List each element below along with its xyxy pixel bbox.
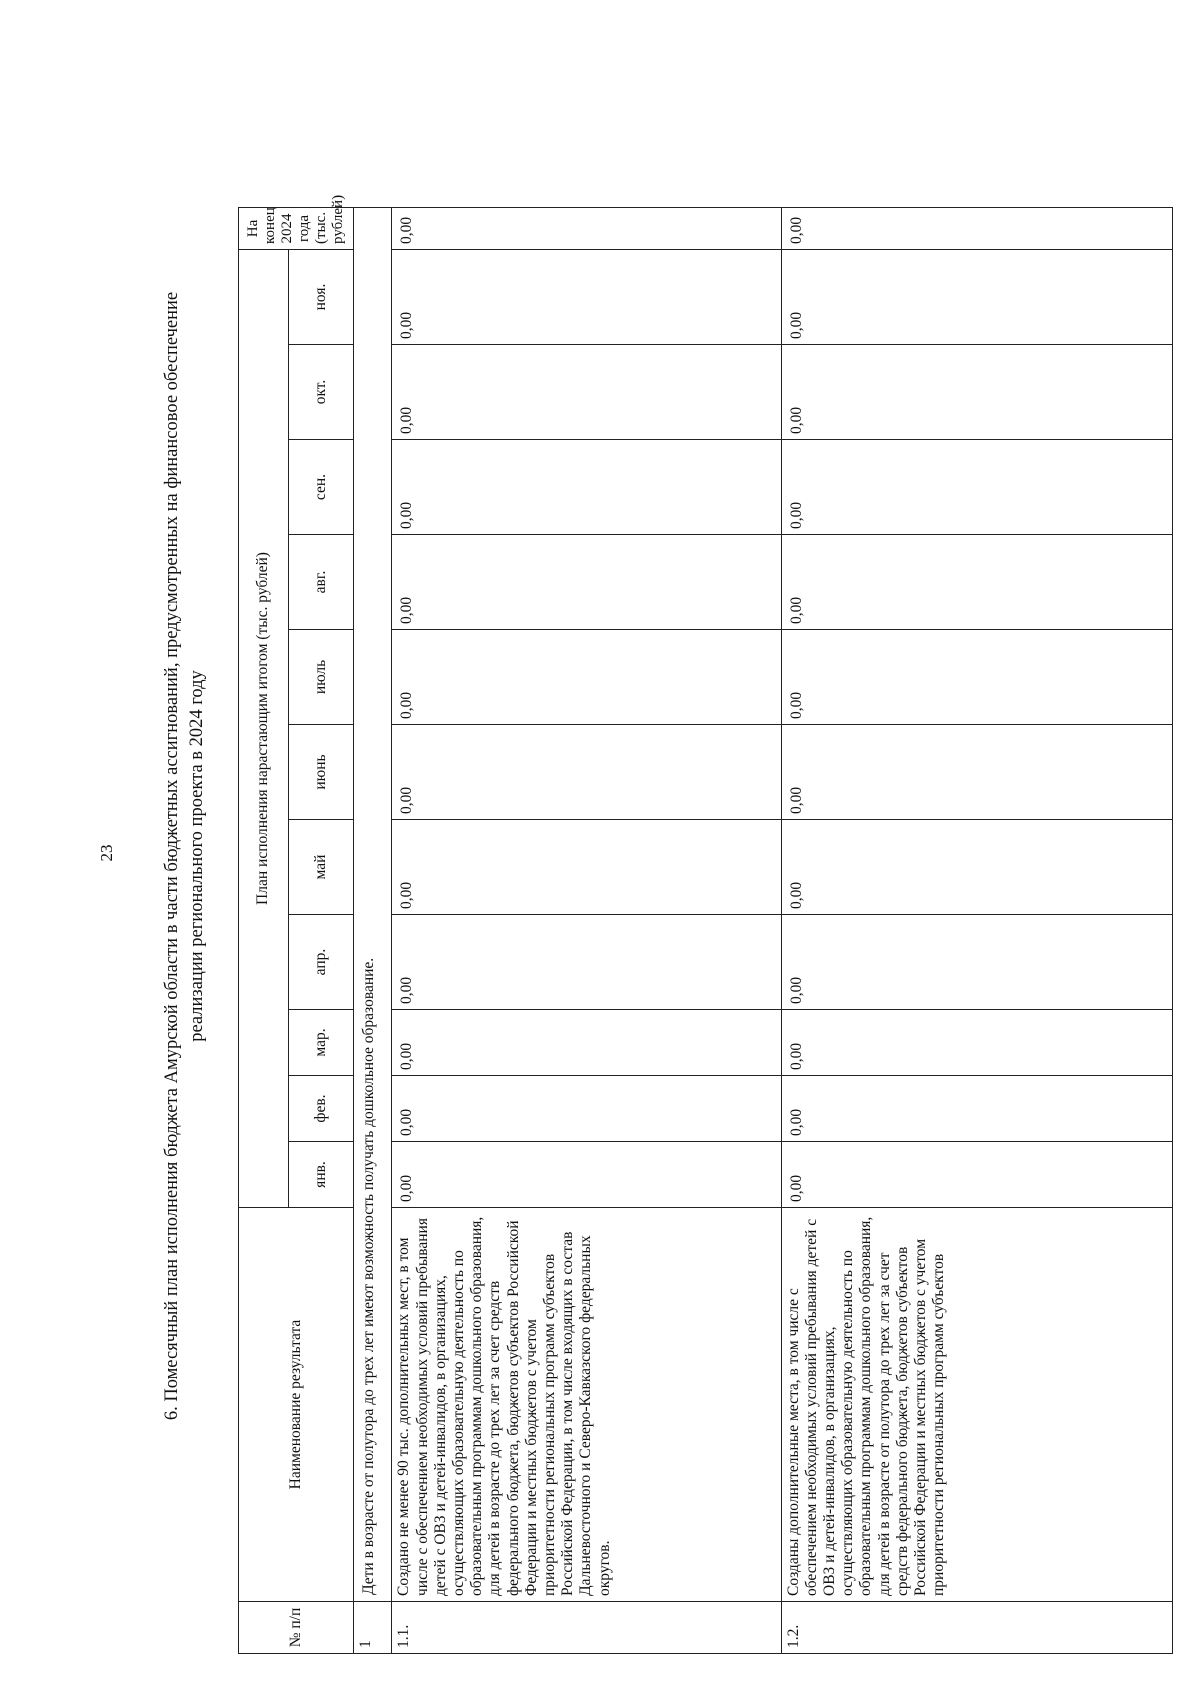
- row-name: Созданы дополнительные места, в том числе с обеспечением необходимых условий пребывания детей с ОВЗ и детей-инвалидов, в организациях, осуществляющих образовательную деятельность по образовательным программам дошкольного образования, для детей в возрасте от полутора до трех лет за счет средств федерального бюджета, бюджетов субъектов Российской Федерации и местных бюджетов с учетом приоритетности региональных программ субъектов: [781, 1208, 1172, 1602]
- header-num: № п/п: [239, 1602, 354, 1654]
- value-cell: 0,00: [392, 630, 781, 725]
- value-cell: 0,00: [392, 915, 781, 1010]
- value-cell: 0,00: [781, 1010, 1172, 1076]
- value-cell: 0,00: [781, 630, 1172, 725]
- value-cell: 0,00: [781, 249, 1172, 344]
- value-cell: 0,00: [781, 440, 1172, 535]
- value-cell: 0,00: [392, 249, 781, 344]
- document-title: [160, 186, 210, 1526]
- value-cell: 0,00: [392, 207, 781, 249]
- table-row: [392, 207, 781, 1653]
- value-cell: 0,00: [392, 440, 781, 535]
- header-month: фев.: [289, 1076, 354, 1142]
- value-cell: 0,00: [781, 1076, 1172, 1142]
- value-cell: 0,00: [392, 820, 781, 915]
- value-cell: 0,00: [781, 345, 1172, 440]
- title-line-1: 6. Помесячный план исполнения бюджета Амурской области в части бюджетных ассигнований, предусмотренных на финансовое обеспечение: [162, 291, 182, 1421]
- header-name: Наименование результата: [239, 1208, 354, 1602]
- header-month: окт.: [289, 345, 354, 440]
- header-year-end: На конец 2024 года (тыс. рублей): [239, 207, 354, 249]
- page-number: 23: [97, 844, 116, 862]
- header-month: янв.: [289, 1142, 354, 1208]
- header-plan-group: План исполнения нарастающим итогом (тыс. рублей): [239, 249, 289, 1207]
- section-num: 1: [354, 1602, 392, 1654]
- value-cell: 0,00: [781, 1142, 1172, 1208]
- value-cell: 0,00: [392, 1010, 781, 1076]
- value-cell: 0,00: [392, 725, 781, 820]
- value-cell: 0,00: [392, 1076, 781, 1142]
- row-num: 1.1.: [392, 1602, 781, 1654]
- header-month: авг.: [289, 535, 354, 630]
- row-num: 1.2.: [781, 1602, 1172, 1654]
- header-month: май: [289, 820, 354, 915]
- value-cell: 0,00: [392, 1142, 781, 1208]
- value-cell: 0,00: [781, 535, 1172, 630]
- value-cell: 0,00: [781, 820, 1172, 915]
- header-month: мар.: [289, 1010, 354, 1076]
- header-month: ноя.: [289, 249, 354, 344]
- value-cell: 0,00: [781, 725, 1172, 820]
- row-name: Создано не менее 90 тыс. дополнительных мест, в том числе с обеспечением необходимых условий пребывания детей с ОВЗ и детей-инвалидов, в организациях, осуществляющих образовательную деятельность по образовательным программам дошкольного образования, для детей в возрасте до трех лет за счет средств федерального бюджета, бюджетов субъектов Российской Федерации и местных бюджетов с учетом приоритетности региональных программ субъектов Российской Федерации, в том числе входящих в состав Дальневосточного и Северо-Кавказского федеральных округов.: [392, 1208, 781, 1602]
- section-row: [354, 207, 392, 1653]
- value-cell: 0,00: [392, 535, 781, 630]
- monthly-plan-table: [238, 194, 1173, 1654]
- header-month: апр.: [289, 915, 354, 1010]
- header-month: июнь: [289, 725, 354, 820]
- value-cell: 0,00: [781, 915, 1172, 1010]
- title-line-2: реализации регионального проекта в 2024 году: [187, 670, 207, 1042]
- section-text: Дети в возрасте от полутора до трех лет имеют возможность получать дошкольное образование.: [354, 207, 392, 1601]
- header-month: сен.: [289, 440, 354, 535]
- header-month: июль: [289, 630, 354, 725]
- value-cell: 0,00: [392, 345, 781, 440]
- table-row: [781, 207, 1172, 1653]
- value-cell: 0,00: [781, 207, 1172, 249]
